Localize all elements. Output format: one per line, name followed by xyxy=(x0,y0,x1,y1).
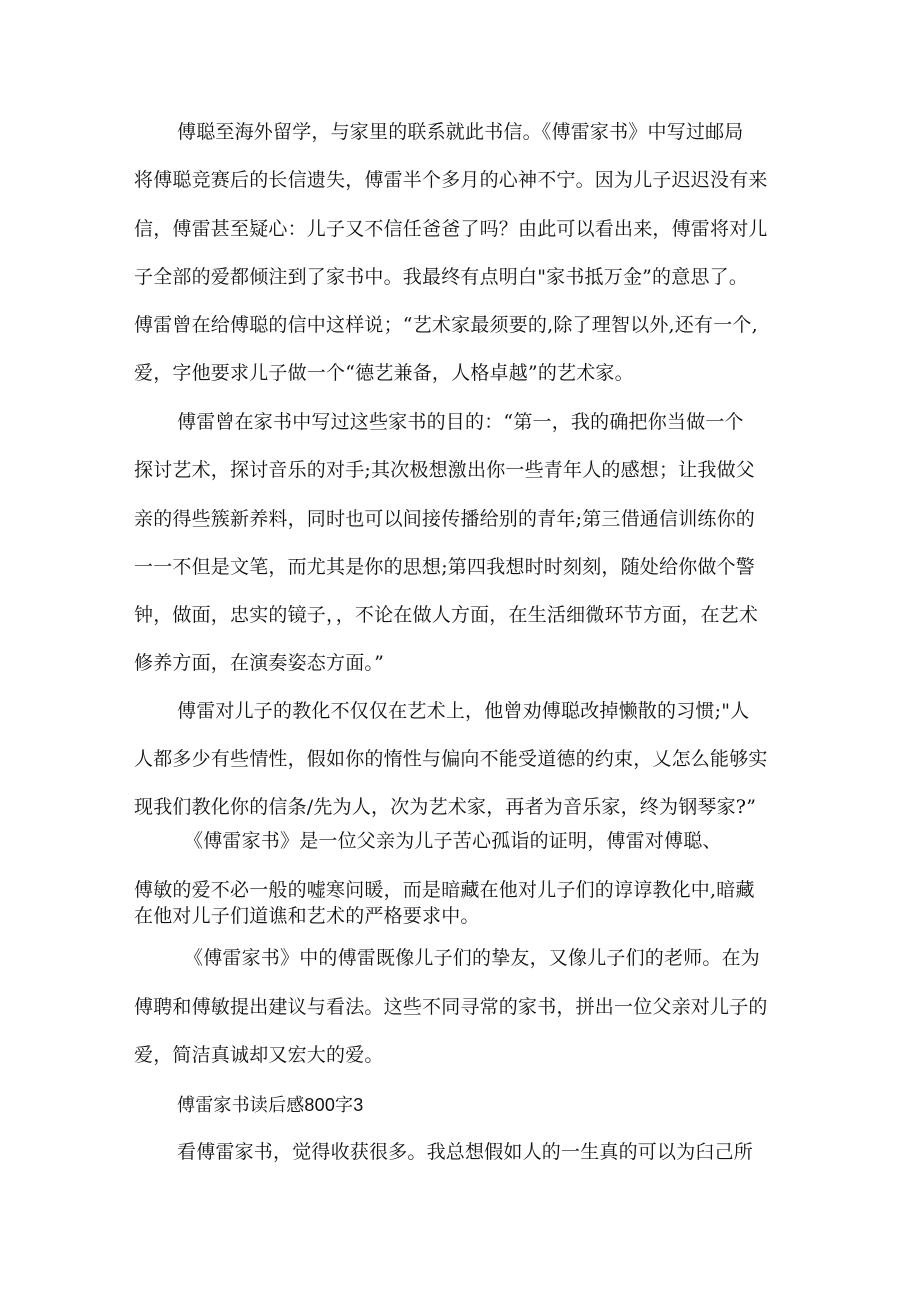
paragraph-3-line-1: 傅雷对儿子的教化不仅仅在艺术上，他曾劝傅聪改掉懒散的习惯;"人 xyxy=(177,700,750,722)
paragraph-1-line-4: 子全部的爱都倾注到了家书中。我最终有点明白"家书抵万金”的意思了。 xyxy=(134,266,749,288)
paragraph-1-line-2: 将傅聪竞赛后的长信遗失，傅雷半个多月的心神不宁。因为儿子迟迟没有来 xyxy=(134,169,768,191)
paragraph-4-line-3: 在他对儿子们道谯和艺术的严格要求中。 xyxy=(134,905,480,927)
paragraph-1-line-3: 信，傅雷甚至疑心：儿子又不信任爸爸了吗？由此可以看出来，傅雷将对儿 xyxy=(134,218,768,240)
paragraph-3-line-2: 人都多少有些情性，假如你的惰性与偏向不能受道德的约束，乂怎么能够实 xyxy=(134,748,768,770)
paragraph-2-line-3: 亲的得些簇新养料，同时也可以间接传播给别的青年;第三借通信训练你的 xyxy=(134,508,756,530)
paragraph-5-line-1: 《傅雷家书》中的傅雷既像儿子们的挚友，又像儿子们的老师。在为 xyxy=(184,947,761,969)
paragraph-2-line-1: 傅雷曾在家书中写过这些家书的目的：“第一，我的确把你当做一个 xyxy=(177,411,744,433)
paragraph-3-line-3: 现我们教化你的信条/先为人，次为艺术家，再者为音乐家，终为钢琴家?” xyxy=(134,796,757,818)
paragraph-2-line-4: 一一不但是文笔，而尤其是你的思想;第四我想时时刻刻，随处给你做个警 xyxy=(134,556,756,578)
paragraph-2-line-6: 修养方面，在演奏姿态方面。” xyxy=(134,652,385,674)
paragraph-1-line-1: 傅聪至海外留学，与家里的联系就此书信。《傅雷家书》中写过邮局 xyxy=(177,121,744,143)
paragraph-6-line-1: 看傅雷家书，觉得收获很多。我总想假如人的一生真的可以为臼己所 xyxy=(177,1141,754,1163)
paragraph-4-line-2: 傅敏的爱不必一般的嘘寒问暖，而是暗藏在他对儿子们的谆谆教化中,暗藏 xyxy=(134,879,755,901)
paragraph-2-line-5: 钟，做面，忠实的镜子，，不论在做人方面，在生活细微环节方面，在艺术 xyxy=(134,604,759,626)
paragraph-2-line-2: 探讨艺术，探讨音乐的对手;其次极想激出你一些青年人的感想；让我做父 xyxy=(134,459,756,481)
paragraph-1-line-5: 傅雷曾在给傅聪的信中这样说；“艺术家最须要的,除了理智以外,还有一个, xyxy=(134,314,758,336)
paragraph-5-line-3: 爱，简洁真诚却又宏大的爱。 xyxy=(134,1044,384,1066)
paragraph-5-line-2: 傅聘和傅敏提出建议与看法。这些不同寻常的家书，拼出一位父亲对儿子的 xyxy=(134,996,768,1018)
paragraph-4-line-1: 《傅雷家书》是一位父亲为儿子苦心孤诣的证明，傅雷对傅聪、 xyxy=(184,830,722,852)
paragraph-1-line-6: 爱，字他要求儿子做一个“德艺兼备，人格卓越”的艺术家。 xyxy=(134,362,634,384)
section-heading: 傅雷家书读后感800字3 xyxy=(177,1095,364,1115)
